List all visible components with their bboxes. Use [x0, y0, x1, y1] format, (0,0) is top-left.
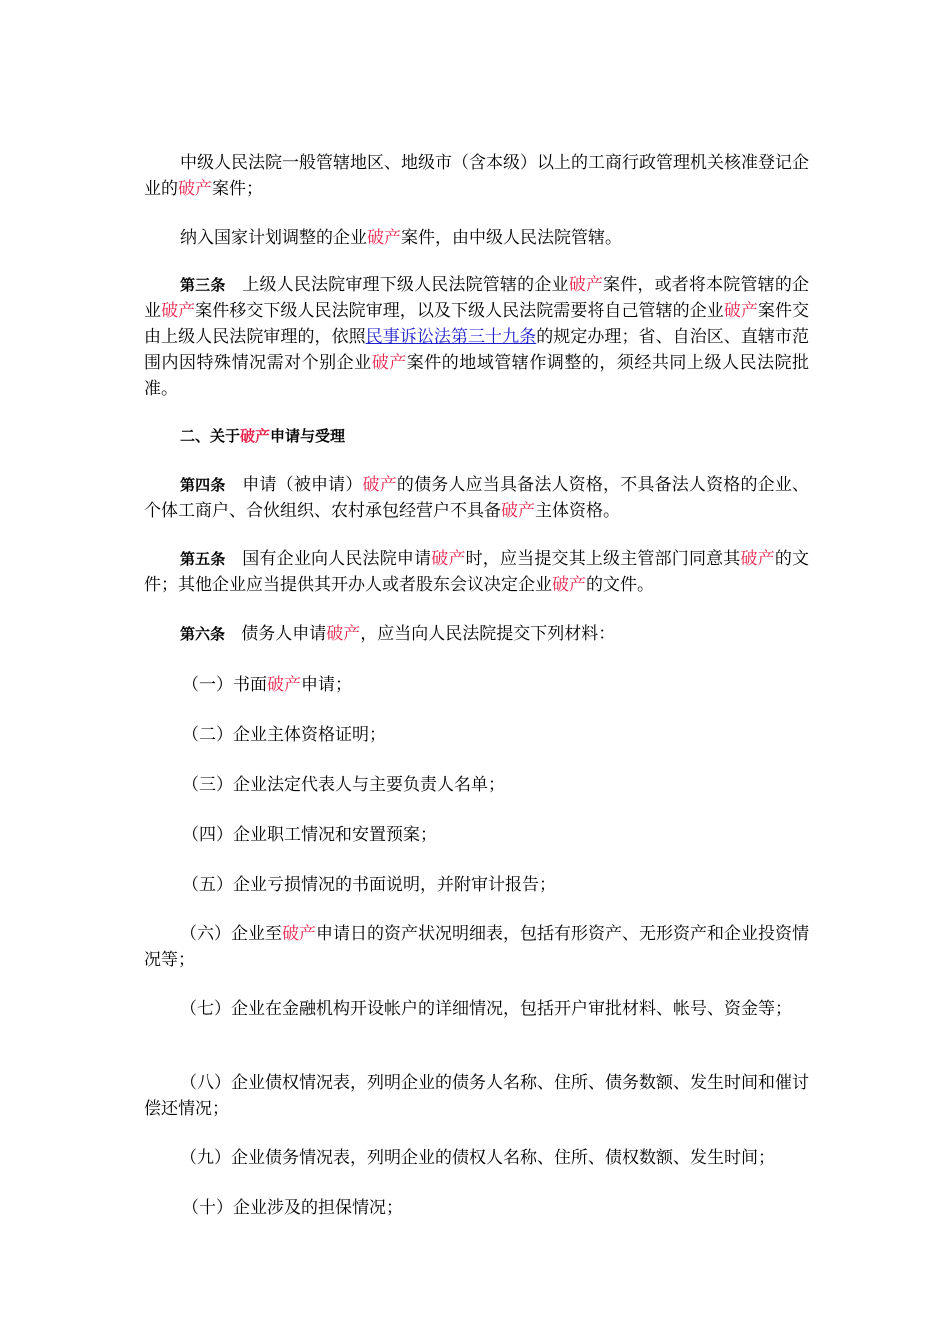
list-item-5: （五）企业亏损情况的书面说明，并附审计报告； [182, 875, 556, 895]
highlight-term: 破产 [723, 301, 758, 321]
text: 案件交由上级人民法院审理的，依照 [144, 301, 810, 347]
highlight-term: 破产 [501, 501, 535, 521]
article-label: 第五条 [180, 550, 226, 568]
highlight-term: 破产 [178, 179, 212, 199]
highlight-term: 破产 [282, 924, 316, 944]
text: 案件，或者将本院管辖的企业 [144, 275, 810, 321]
article-6 [144, 621, 809, 647]
text: 申请； [301, 675, 352, 695]
list-item-2: （二）企业主体资格证明； [182, 725, 386, 745]
paragraph-planned-adjustment [144, 225, 809, 251]
highlight-term: 破产 [267, 675, 301, 695]
text: 时，应当提交其上级主管部门同意其 [465, 549, 741, 569]
text: 的文件；其他企业应当提供其开办人或者股东会议决定企业 [144, 549, 810, 595]
section-heading [144, 423, 809, 449]
highlight-term: 破产 [371, 353, 407, 373]
text: 主体资格。 [535, 501, 620, 521]
highlight-term: 破产 [568, 275, 604, 295]
list-item-6 [144, 921, 809, 973]
article-4 [144, 472, 809, 524]
text: 二、关于 [180, 427, 241, 445]
text: （六）企业至 [180, 924, 282, 944]
article-label: 第四条 [180, 476, 226, 494]
paragraph-intermediate-court [144, 150, 809, 202]
text: 申请与受理 [270, 427, 346, 445]
text: 纳入国家计划调整的企业 [180, 228, 367, 248]
text: 的债务人应当具备法人资格，不具备法人资格的企业、个体工商户、合伙组织、农村承包经营户不具备 [144, 475, 810, 521]
text: 国有企业向人民法院申请 [242, 549, 432, 569]
list-item-4: （四）企业职工情况和安置预案； [182, 825, 437, 845]
list-item-10: （十）企业涉及的担保情况； [182, 1198, 403, 1218]
text: 案件； [212, 179, 263, 199]
text: 申请（被申请） [242, 475, 363, 495]
list-item-9: （九）企业债务情况表，列明企业的债权人名称、住所、债权数额、发生时间； [180, 1148, 775, 1168]
article-label: 第六条 [180, 625, 226, 643]
highlight-term: 破产 [367, 228, 401, 248]
text: 案件移交下级人民法院审理，以及下级人民法院需要将自己管辖的企业 [195, 301, 724, 321]
article-label: 第三条 [180, 276, 226, 294]
text: 案件的地域管辖作调整的，须经共同上级人民法院批准。 [144, 353, 810, 399]
list-item-3: （三）企业法定代表人与主要负责人名单； [182, 775, 505, 795]
text: 上级人民法院审理下级人民法院管辖的企业 [242, 275, 569, 295]
text: 的规定办理；省、自治区、直辖市范围内因特殊情况需对个别企业 [144, 327, 810, 373]
highlight-term: 破产 [362, 475, 397, 495]
list-item-8: （八）企业债权情况表，列明企业的债务人名称、住所、债务数额、发生时间和催讨偿还情况； [144, 1073, 809, 1119]
text: 中级人民法院一般管辖地区、地级市（含本级）以上的工商行政管理机关核准登记企业的 [144, 153, 809, 199]
text: （一）书面 [182, 675, 267, 695]
list-item-7: （七）企业在金融机构开设帐户的详细情况，包括开户审批材料、帐号、资金等； [180, 999, 792, 1019]
highlight-term: 破产 [552, 575, 586, 595]
list-item-1 [182, 672, 352, 698]
highlight-term: 破产 [431, 549, 466, 569]
highlight-term: 破产 [740, 549, 775, 569]
text: 债务人申请 [241, 624, 327, 644]
article-3 [144, 272, 809, 402]
text: 的文件。 [586, 575, 654, 595]
highlight-term: 破产 [326, 624, 361, 644]
text: ，应当向人民法院提交下列材料： [360, 624, 616, 644]
highlight-term: 破产 [240, 427, 271, 445]
text: 案件，由中级人民法院管辖。 [401, 228, 622, 248]
article-5 [144, 546, 809, 598]
text: 申请日的资产状况明细表，包括有形资产、无形资产和企业投资情况等； [144, 924, 809, 970]
civil-procedure-law-link[interactable]: 民事诉讼法第三十九条 [365, 327, 537, 347]
highlight-term: 破产 [161, 301, 196, 321]
